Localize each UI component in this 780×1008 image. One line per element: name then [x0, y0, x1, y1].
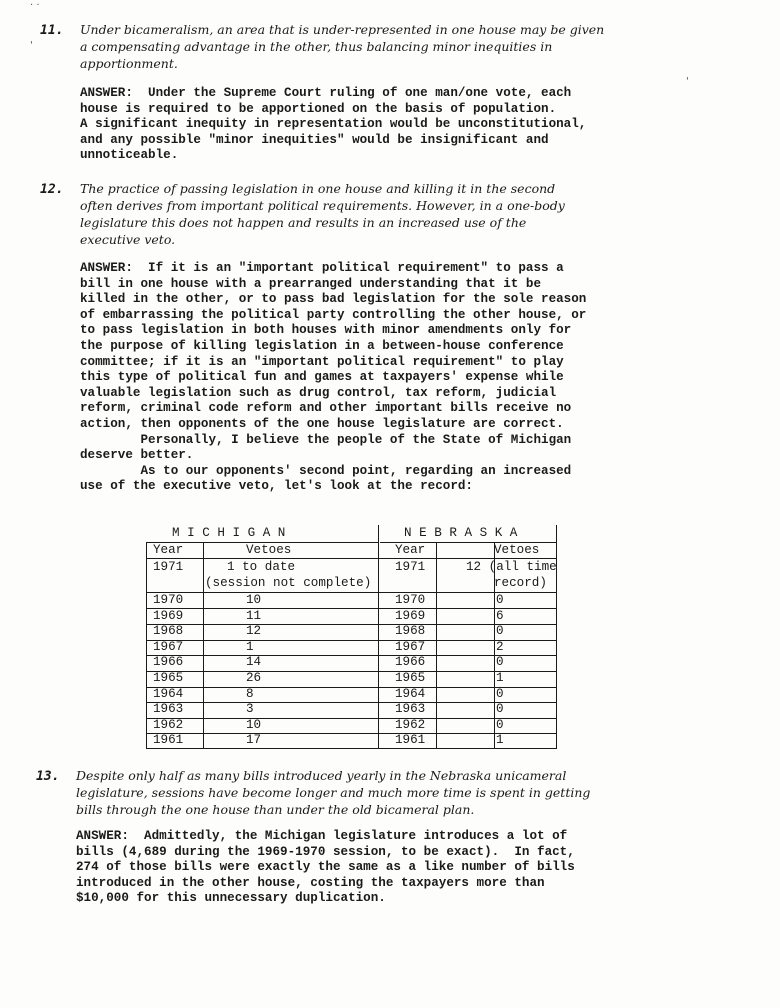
answer-line: unnoticeable. [80, 148, 179, 163]
ne-year-cell: 1962 [395, 717, 426, 732]
answer-line: this type of political fun and games at taxpayers' expense while [80, 370, 564, 385]
col-vetoes-ne: Vetoes [494, 543, 540, 557]
question-line: Despite only half as many bills introduced yearly in the Nebraska unicameral [76, 768, 567, 783]
question-line: legislature this does not happen and results in an increased use of the [80, 215, 527, 230]
ne-vetoes-cell: 2 [496, 639, 504, 654]
mi-year-cell: 1963 [153, 702, 184, 717]
ne-vetoes-1971-note: record) [494, 576, 547, 590]
mi-year-cell: 1961 [153, 733, 184, 748]
ne-year-cell: 1963 [395, 702, 426, 717]
col-vetoes-mi: Vetoes [246, 543, 292, 557]
mi-vetoes-cell: 8 [246, 686, 254, 701]
ne-year-cell: 1967 [395, 639, 426, 654]
mi-vetoes-cell: 1 [246, 639, 254, 654]
answer-line: ANSWER: If it is an "important political requirement" to pass a [80, 261, 564, 275]
mi-vetoes-cell: 17 [246, 733, 262, 748]
ne-vetoes-1971: 12 (all time [466, 560, 557, 574]
scan-mark: ' [686, 76, 689, 87]
answer-line: bill in one house with a prearranged understanding that it be [80, 276, 542, 291]
question-line: legislature, sessions have become longer and much more time is spent in getting [76, 785, 591, 800]
ne-vetoes-cell: 1 [496, 671, 504, 685]
mi-year-cell: 1970 [153, 593, 184, 607]
mi-year-cell: 1966 [153, 655, 184, 670]
mi-vetoes-cell: 3 [246, 702, 254, 717]
answer-12 [80, 261, 586, 495]
ne-vetoes-cell: 1 [496, 733, 504, 748]
answer-13 [76, 829, 575, 907]
answer-line: and any possible "minor inequities" would be insignificant and [80, 132, 549, 147]
answer-line: $10,000 for this unnecessary duplication. [76, 891, 386, 906]
ne-year-cell: 1968 [395, 624, 426, 639]
answer-line: introduced in the other house, costing the taxpayers more than [76, 875, 545, 890]
item-number-11: 11. [40, 23, 64, 38]
answer-line: killed in the other, or to pass bad legislation for the sole reason [80, 292, 587, 307]
michigan-header: M I C H I G A N [172, 526, 286, 540]
answer-line: A significant inequity in representation would be unconstitutional, [80, 117, 587, 132]
scan-mark: ' [30, 40, 33, 51]
ne-year-cell: 1966 [395, 655, 426, 670]
ne-year-cell: 1961 [395, 733, 426, 748]
item-number-13: 13. [36, 769, 60, 784]
answer-line: deserve better. [80, 448, 194, 463]
mi-vetoes-cell: 10 [246, 717, 262, 732]
ne-vetoes-cell: 6 [496, 608, 504, 623]
question-13 [76, 767, 590, 818]
col-year-mi: Year [153, 543, 184, 557]
answer-line: bills (4,689 during the 1969-1970 session, to be exact). In fact, [76, 844, 575, 859]
answer-line: As to our opponents' second point, regarding an increased [80, 463, 572, 478]
mi-year-cell: 1964 [153, 686, 184, 701]
answer-line: valuable legislation such as drug control, tax reform, judicial [80, 385, 557, 400]
mi-vetoes-cell: 12 [246, 624, 262, 639]
veto-table [146, 525, 558, 749]
ne-vetoes-cell: 0 [496, 717, 504, 732]
answer-line: the purpose of killing legislation in a between-house conference [80, 338, 564, 353]
col-year-ne: Year [395, 543, 426, 557]
answer-line: reform, criminal code reform and other important bills receive no [80, 401, 572, 416]
ne-vetoes-cell: 0 [496, 624, 504, 639]
ne-year-cell: 1970 [395, 593, 426, 607]
mi-vetoes-cell: 14 [246, 655, 262, 670]
mi-vetoes-cell: 10 [246, 593, 262, 607]
mi-vetoes-1971: 1 to date [227, 560, 296, 574]
mi-year-cell: 1969 [153, 608, 184, 623]
ne-vetoes-cell: 0 [496, 593, 504, 607]
nebraska-header: N E B R A S K A [404, 526, 518, 540]
ne-year-1971: 1971 [395, 560, 426, 574]
ne-vetoes-cell: 0 [496, 655, 504, 670]
question-line: often derives from important political requirements. However, in a one-body [80, 198, 565, 213]
answer-line: 274 of those bills were exactly the same as a like number of bills [76, 860, 575, 875]
question-line: The practice of passing legislation in one house and killing it in the second [80, 181, 556, 196]
mi-year-1971: 1971 [153, 560, 184, 574]
answer-line: use of the executive veto, let's look at the record: [80, 479, 473, 494]
mi-vetoes-cell: 11 [246, 608, 262, 623]
mi-vetoes-cell: 26 [246, 671, 262, 685]
answer-line: committee; if it is an "important political requirement" to play [80, 354, 564, 369]
item-number-12: 12. [40, 182, 64, 197]
question-line: executive veto. [80, 232, 176, 247]
question-line: Under bicameralism, an area that is under-represented in one house may be given [80, 22, 605, 37]
ne-vetoes-cell: 0 [496, 686, 504, 701]
ne-year-cell: 1965 [395, 671, 426, 685]
answer-line: ANSWER: Under the Supreme Court ruling of one man/one vote, each [80, 86, 572, 100]
ne-year-cell: 1964 [395, 686, 426, 701]
answer-line: of embarrassing the political party controlling the other house, or [80, 307, 587, 322]
ne-vetoes-cell: 0 [496, 702, 504, 717]
question-line: apportionment. [80, 56, 178, 71]
answer-11 [80, 86, 586, 164]
answer-line: Personally, I believe the people of the State of Michigan [80, 432, 572, 447]
mi-vetoes-1971-note: (session not complete) [205, 576, 372, 590]
mi-year-cell: 1962 [153, 717, 184, 732]
answer-line: ANSWER: Admittedly, the Michigan legislature introduces a lot of [76, 829, 568, 843]
mi-year-cell: 1968 [153, 624, 184, 639]
question-12 [80, 180, 565, 248]
mi-year-cell: 1967 [153, 639, 184, 654]
scan-mark: · · [30, 0, 40, 11]
answer-line: to pass legislation in both houses with minor amendments only for [80, 323, 572, 338]
question-line: bills through the one house than under the old bicameral plan. [76, 802, 475, 817]
question-11 [80, 21, 604, 72]
question-line: a compensating advantage in the other, thus balancing minor inequities in [80, 39, 553, 54]
ne-year-cell: 1969 [395, 608, 426, 623]
answer-line: house is required to be apportioned on the basis of population. [80, 101, 557, 116]
answer-line: action, then opponents of the one house legislature are correct. [80, 416, 564, 431]
mi-year-cell: 1965 [153, 671, 184, 685]
